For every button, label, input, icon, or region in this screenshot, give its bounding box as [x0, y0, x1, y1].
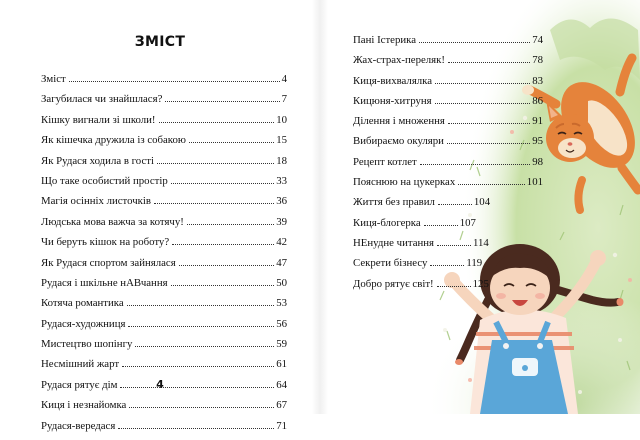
toc-entry [41, 175, 287, 195]
toc-entry-page: 59 [276, 338, 287, 351]
toc-leader-dots [128, 326, 274, 327]
toc-entry-title: Киця-вихвалялка [353, 74, 433, 87]
toc-entry [41, 216, 287, 236]
toc-leader-dots [437, 245, 471, 246]
toc-entry [353, 257, 543, 277]
toc-entry [41, 297, 287, 317]
toc-entry-title: Як Рудася ходила в гості [41, 154, 154, 167]
toc-leader-dots [430, 265, 464, 266]
toc-entry-title: Пані Істерика [353, 34, 417, 46]
toc-entry-title: Як Рудася спортом зайнялася [41, 256, 176, 269]
toc-leader-dots [435, 83, 530, 84]
toc-entry-page: 125 [472, 277, 489, 290]
toc-entry-page: 61 [276, 358, 287, 371]
toc-list-right [353, 34, 543, 298]
toc-entry-title: Рудася рятує дім [41, 378, 118, 391]
toc-leader-dots [179, 265, 275, 266]
toc-leader-dots [424, 225, 458, 226]
page-number: 4 [156, 378, 164, 391]
toc-entry-page: 50 [276, 276, 287, 289]
toc-entry [41, 114, 287, 134]
toc-entry [41, 277, 287, 297]
toc-entry-title: Несмішний жарт [41, 358, 120, 371]
toc-entry [41, 358, 287, 378]
toc-entry-page: 119 [466, 257, 483, 270]
toc-entry-title: Загубилася чи знайшлася? [41, 93, 163, 106]
toc-entry [353, 34, 543, 54]
toc-entry-page: 4 [281, 73, 287, 85]
toc-entry-page: 67 [276, 399, 287, 412]
toc-entry [353, 237, 543, 257]
toc-entry-page: 91 [532, 115, 543, 128]
toc-entry [41, 73, 287, 93]
toc-entry-title: Котяча романтика [41, 297, 124, 310]
toc-leader-dots [420, 164, 530, 165]
toc-entry [353, 115, 543, 135]
toc-entry-title: Секрети бізнесу [353, 257, 428, 270]
toc-leader-dots [458, 184, 525, 185]
toc-entry-title: Киця-блогерка [353, 216, 421, 229]
toc-entry [41, 236, 287, 256]
toc-entry-title: Пояснюю на цукерках [353, 176, 456, 189]
toc-entry-title: Кішку вигнали зі школи! [41, 113, 156, 126]
toc-entry-page: 78 [532, 54, 543, 67]
toc-entry-page: 64 [276, 378, 287, 391]
toc-entry-page: 83 [532, 74, 543, 87]
toc-entry [353, 75, 543, 95]
toc-leader-dots [448, 123, 530, 124]
toc-entry-page: 101 [526, 176, 543, 189]
toc-leader-dots [122, 366, 274, 367]
toc-entry-title: Зміст [41, 73, 66, 85]
toc-leader-dots [157, 163, 274, 164]
toc-entry-page: 18 [276, 154, 287, 167]
toc-entry [353, 95, 543, 115]
right-page [320, 0, 640, 414]
toc-entry [353, 54, 543, 74]
toc-leader-dots [448, 62, 530, 63]
toc-leader-dots [165, 101, 279, 102]
toc-entry [353, 176, 543, 196]
toc-entry [353, 156, 543, 176]
toc-title: ЗМІСТ [134, 34, 186, 50]
toc-entry [41, 399, 287, 419]
toc-entry-title: Людська мова важча за котячу! [41, 215, 184, 228]
toc-entry-page: 86 [532, 94, 543, 107]
toc-entry-page: 33 [276, 174, 287, 187]
toc-entry-title: Що таке особистий простір [41, 174, 168, 187]
toc-entry [41, 257, 287, 277]
toc-entry [353, 196, 543, 216]
toc-entry [41, 93, 287, 113]
toc-entry-page: 107 [459, 216, 476, 229]
toc-leader-dots [69, 81, 280, 82]
toc-entry-page: 15 [276, 134, 287, 147]
toc-entry [353, 135, 543, 155]
toc-entry-title: Кицюня-хитруня [353, 94, 432, 107]
toc-entry-title: НЕнудне читання [353, 236, 435, 249]
toc-leader-dots [171, 285, 275, 286]
toc-leader-dots [129, 407, 274, 408]
toc-entry-title: Ділення і множення [353, 115, 445, 128]
toc-entry-page: 74 [532, 34, 543, 46]
toc-entry-title: Добро рятує світ! [353, 277, 434, 290]
toc-entry-title: Мистецтво шопінгу [41, 338, 133, 351]
toc-entry-title: Вибираємо окуляри [353, 135, 444, 148]
toc-entry-page: 53 [276, 297, 287, 310]
toc-entry [41, 420, 287, 440]
toc-entry [353, 278, 543, 298]
toc-entry-title: Рудася-вередася [41, 419, 116, 432]
toc-entry [353, 217, 543, 237]
toc-entry-title: Рецепт котлет [353, 155, 417, 168]
toc-entry-page: 36 [276, 195, 287, 208]
toc-leader-dots [435, 103, 531, 104]
toc-leader-dots [438, 204, 472, 205]
toc-leader-dots [154, 203, 274, 204]
toc-leader-dots [419, 42, 530, 43]
toc-leader-dots [171, 183, 274, 184]
toc-entry-page: 47 [276, 256, 287, 269]
toc-entry-page: 56 [276, 317, 287, 330]
toc-entry-title: Магія осінніх листочків [41, 195, 152, 208]
toc-leader-dots [135, 346, 274, 347]
toc-entry [41, 338, 287, 358]
toc-leader-dots [127, 305, 275, 306]
toc-entry-title: Рудася і шкільне нАВчання [41, 276, 168, 289]
toc-leader-dots [189, 142, 274, 143]
toc-entry-title: Жах-страх-переляк! [353, 54, 445, 67]
toc-leader-dots [187, 224, 274, 225]
toc-leader-dots [437, 286, 471, 287]
toc-entry-page: 42 [276, 236, 287, 249]
toc-entry-page: 114 [473, 236, 489, 249]
toc-entry-page: 98 [532, 155, 543, 168]
toc-entry-title: Життя без правил [353, 196, 435, 209]
toc-entry [41, 195, 287, 215]
toc-entry [41, 155, 287, 175]
toc-leader-dots [159, 122, 275, 123]
toc-entry-page: 10 [276, 113, 287, 126]
toc-entry-title: Киця і незнайомка [41, 399, 127, 412]
toc-entry-page: 95 [532, 135, 543, 148]
toc-entry-title: Рудася-художниця [41, 317, 126, 330]
toc-entry-title: Чи беруть кішок на роботу? [41, 236, 170, 249]
toc-entry-page: 71 [276, 419, 287, 432]
toc-leader-dots [447, 143, 530, 144]
toc-entry-page: 7 [281, 93, 287, 106]
toc-entry-page: 39 [276, 215, 287, 228]
toc-entry-page: 104 [473, 196, 491, 209]
toc-leader-dots [118, 428, 274, 429]
toc-entry-title: Як кішечка дружила із собакою [41, 134, 186, 147]
toc-leader-dots [172, 244, 274, 245]
toc-entry [41, 134, 287, 154]
toc-entry [41, 318, 287, 338]
left-page [0, 0, 320, 432]
